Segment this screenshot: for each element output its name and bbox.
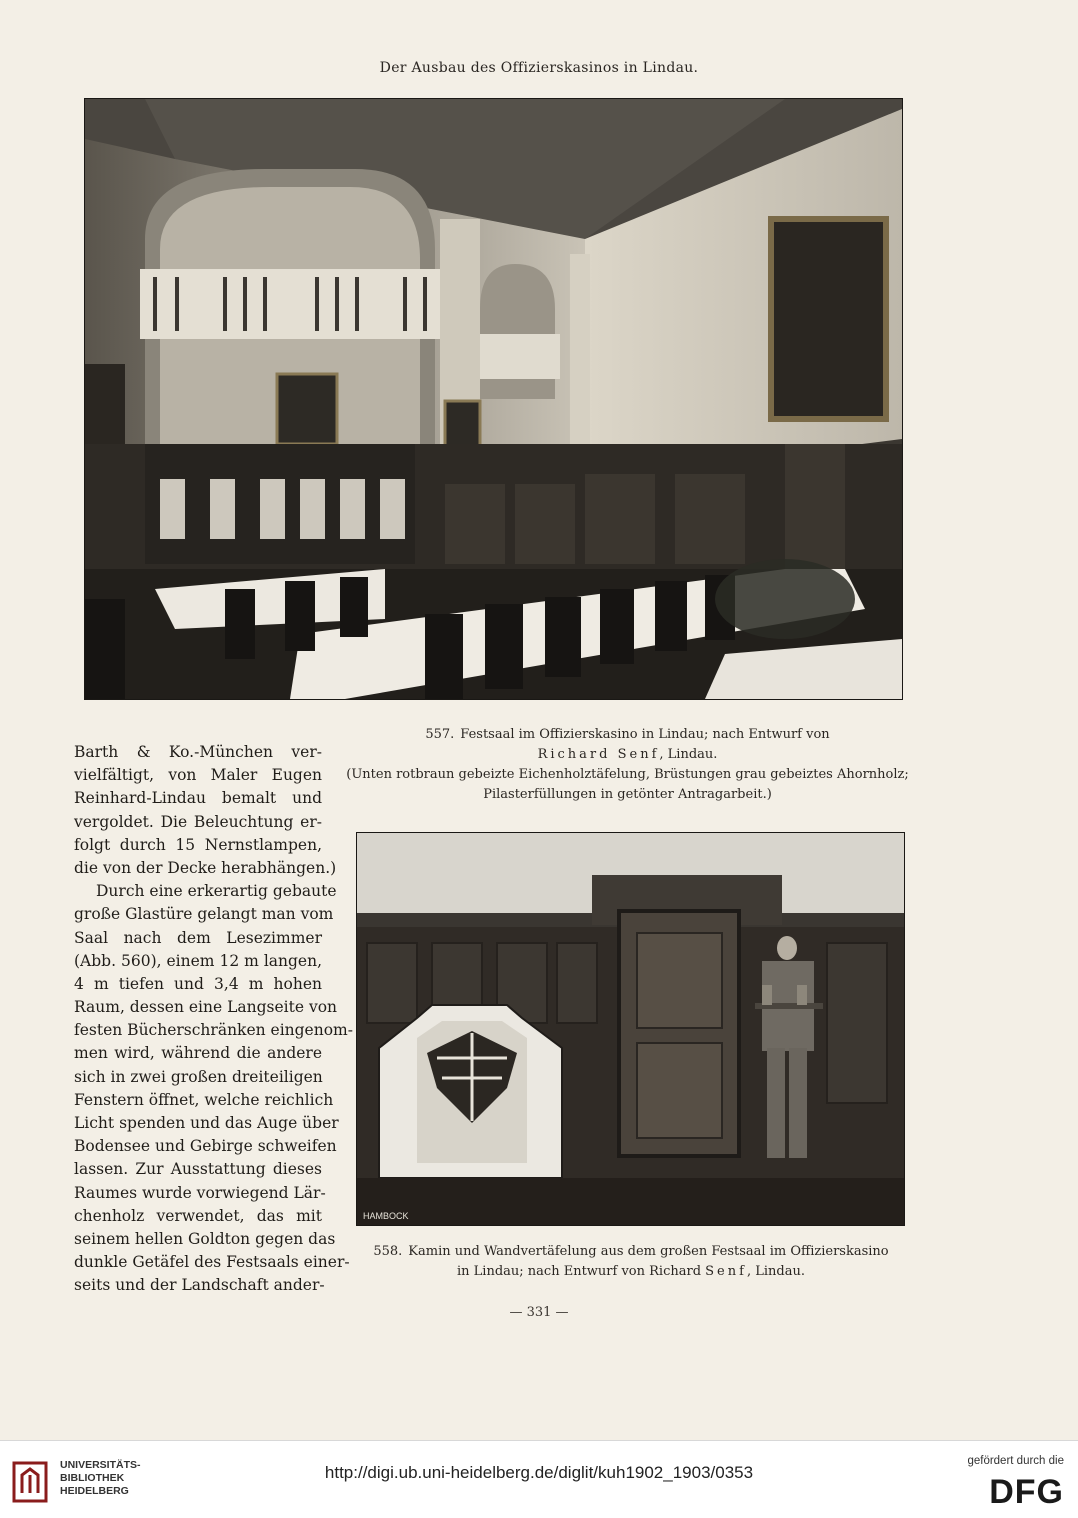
digitization-footer [0, 1440, 1078, 1518]
kamin-photo-illustration [357, 833, 904, 1225]
body-text-line: Bodensee und Gebirge schweifen [74, 1137, 337, 1156]
photo-signature: HAMBOCK [363, 1211, 409, 1221]
kamin-photo [356, 832, 905, 1226]
library-name-line2: BIBLIOTHEK [60, 1472, 125, 1484]
body-text-line: (Abb. 560), einem 12 m langen, [74, 951, 322, 970]
caption-557-line4: Pilasterfüllungen in getönter Antragarbeit.) [483, 787, 772, 802]
festsaal-photo [84, 98, 903, 700]
body-text-line: die von der Decke herabhängen.) [74, 858, 337, 877]
caption-557-line3: (Unten rotbraun gebeizte Eichenholztäfelung, Brüstungen grau gebeiztes Ahornholz; [346, 767, 909, 782]
caption-figure-558 [352, 1242, 910, 1282]
library-name-line3: HEIDELBERG [60, 1485, 129, 1497]
body-text-line: folgt durch 15 Nernstlampen, [74, 835, 322, 854]
body-text-line: vergoldet. Die Beleuchtung er- [74, 812, 322, 831]
caption-558-title: Kamin und Wandvertäfelung aus dem großen Festsaal im Offizierskasino [408, 1244, 889, 1259]
caption-558-place: , Lindau. [746, 1264, 805, 1279]
body-text-line: dunkle Getäfel des Festsaals einer- [74, 1253, 350, 1272]
caption-557-architect: Richard Senf [537, 747, 660, 762]
body-text-column [74, 741, 353, 1298]
body-text-line: men wird, während die andere [74, 1044, 322, 1063]
permalink-url[interactable]: http://digi.ub.uni-heidelberg.de/diglit/kuh1902_1903/0353 [324, 1463, 754, 1482]
body-text-line: Durch eine erkerartig gebaute [96, 882, 337, 901]
body-text-line: lassen. Zur Ausstattung dieses [74, 1160, 322, 1179]
figure-number-557: 557. [425, 727, 455, 742]
caption-557-line1 [345, 725, 910, 745]
body-text-line: Fenstern öffnet, welche reichlich [74, 1090, 334, 1109]
festsaal-photo-illustration [85, 99, 902, 699]
caption-557-place: , Lindau. [659, 747, 718, 762]
body-text-line: Licht spenden und das Auge über [74, 1114, 339, 1132]
caption-figure-557 [345, 725, 910, 805]
caption-557-title: Festsaal im Offizierskasino in Lindau; nach Entwurf von [460, 727, 830, 742]
funding-label: gefördert durch die [967, 1455, 1064, 1467]
body-text-line: Raumes wurde vorwiegend Lär- [74, 1183, 326, 1202]
body-text-line: große Glastüre gelangt man vom [74, 905, 334, 924]
caption-558-architect: Senf [705, 1264, 747, 1279]
body-text-line: Barth & Ko.-München ver- [74, 743, 322, 761]
caption-558-line1 [352, 1242, 910, 1262]
body-text-line: Saal nach dem Lesezimmer [74, 928, 322, 947]
library-name-line1: UNIVERSITÄTS- [60, 1459, 141, 1471]
body-text-line: Raum, dessen eine Langseite von [74, 998, 338, 1017]
figure-number-558: 558. [373, 1244, 403, 1259]
body-text-line: seits und der Landschaft ander- [74, 1276, 325, 1295]
caption-558-line2 [352, 1262, 910, 1282]
body-text-line: 4 m tiefen und 3,4 m hohen [74, 974, 322, 993]
body-text-line: vielfältigt, von Maler Eugen [74, 766, 322, 785]
body-text-line: sich in zwei großen dreiteiligen [74, 1067, 323, 1086]
body-text-line: Reinhard-Lindau bemalt und [74, 789, 322, 808]
body-text-line: festen Bücherschränken eingenom- [74, 1021, 353, 1040]
dfg-logo[interactable]: DFG [989, 1473, 1064, 1511]
caption-558-pre: in Lindau; nach Entwurf von Richard [457, 1264, 706, 1279]
running-head: Der Ausbau des Offizierskasinos in Lindau. [379, 60, 699, 76]
caption-557-line2 [345, 745, 910, 765]
body-text-line: chenholz verwendet, das mit [74, 1206, 322, 1225]
page-number: — 331 — [509, 1305, 569, 1320]
body-text-line: seinem hellen Goldton gegen das [74, 1229, 336, 1248]
